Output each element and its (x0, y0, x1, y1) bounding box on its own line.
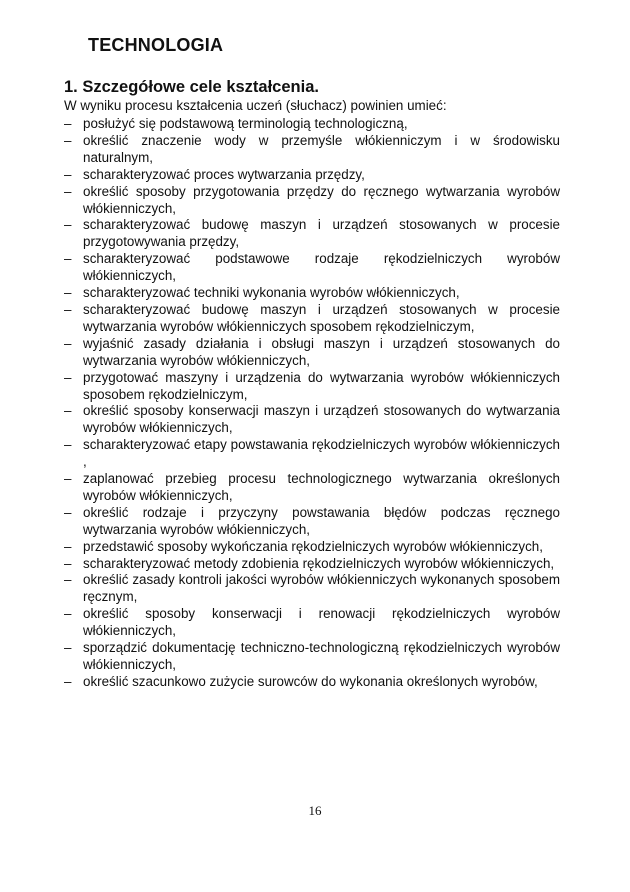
list-item-text: określić sposoby przygotowania przędzy do ręcznego wytwarzania wyrobów włókienniczych, (83, 183, 560, 216)
page-number: 16 (308, 803, 322, 818)
bullet-marker: – (64, 437, 72, 453)
list-item (64, 133, 560, 167)
list-item-text: scharakteryzować metody zdobienia rękodzielniczych wyrobów włókienniczych, (83, 555, 555, 571)
list-item (64, 217, 560, 251)
list-item-text: scharakteryzować proces wytwarzania przędzy, (83, 166, 365, 182)
bullet-marker: – (64, 369, 72, 385)
list-item-text: posłużyć się podstawową terminologią technologiczną, (83, 116, 408, 131)
bullet-marker: – (64, 673, 72, 689)
section-heading: 1. Szczegółowe cele kształcenia. (64, 78, 319, 96)
bullet-marker: – (64, 132, 72, 148)
bullet-marker: – (64, 183, 72, 199)
list-item-text: scharakteryzować budowę maszyn i urządzeń stosowanych w procesie przygotowywania przędzy, (83, 217, 560, 250)
list-item (64, 370, 560, 404)
list-item (64, 116, 560, 133)
bullet-marker: – (64, 555, 72, 571)
list-item-text: określić szacunkowo zużycie surowców do wykonania określonych wyrobów, (83, 673, 538, 689)
list-item-text: określić rodzaje i przyczyny powstawania błędów podczas ręcznego wytwarzania wyrobów włókienniczych, (83, 504, 560, 537)
list-item (64, 471, 560, 505)
list-item (64, 505, 560, 539)
list-item-text: przygotować maszyny i urządzenia do wytwarzania wyrobów włókienniczych sposobem rękodzielniczym, (83, 369, 560, 402)
list-item (64, 251, 560, 285)
list-item-text: określić zasady kontroli jakości wyrobów włókienniczych wykonanych sposobem ręcznym, (83, 572, 560, 605)
list-item-text: scharakteryzować techniki wykonania wyrobów włókienniczych, (83, 285, 460, 301)
bullet-marker: – (64, 471, 72, 487)
list-item-text: sporządzić dokumentację techniczno-technologiczną rękodzielniczych wyrobów włókienniczych, (83, 640, 560, 672)
bullet-marker: – (64, 301, 72, 317)
intro-paragraph: W wyniku procesu kształcenia uczeń (słuchacz) powinien umieć: (64, 98, 447, 113)
list-item-text: określić sposoby konserwacji maszyn i urządzeń stosowanych do wytwarzania wyrobów włókienniczych, (83, 403, 560, 436)
list-item (64, 539, 560, 556)
bullet-marker: – (64, 116, 72, 131)
list-item (64, 285, 560, 302)
list-item-text: przedstawić sposoby wykończania rękodzielniczych wyrobów włókienniczych, (83, 538, 543, 554)
list-item-text: scharakteryzować etapy powstawania rękodzielniczych wyrobów włókienniczych , (83, 437, 560, 470)
list-item (64, 640, 560, 674)
bullet-marker: – (64, 403, 72, 419)
list-item-text: określić sposoby konserwacji i renowacji rękodzielniczych wyrobów włókienniczych, (83, 606, 560, 639)
list-item (64, 572, 560, 606)
list-item (64, 437, 560, 471)
list-item-text: określić znaczenie wody w przemyśle włókienniczym i w środowisku naturalnym, (83, 132, 560, 165)
list-item-text: wyjaśnić zasady działania i obsługi maszyn i urządzeń stosowanych do wytwarzania wyrobów włókienniczych, (83, 335, 560, 368)
list-item (64, 302, 560, 336)
list-item-text: zaplanować przebieg procesu technologicznego wytwarzania określonych wyrobów włókienniczych, (83, 471, 560, 503)
bullet-marker: – (64, 538, 72, 554)
list-item (64, 167, 560, 184)
bullet-marker: – (64, 572, 72, 588)
list-item (64, 556, 560, 573)
bullet-marker: – (64, 166, 72, 182)
bullet-marker: – (64, 335, 72, 351)
bullet-marker: – (64, 606, 72, 622)
bullet-marker: – (64, 285, 72, 301)
list-item (64, 336, 560, 370)
bullet-marker: – (64, 504, 72, 520)
list-item (64, 403, 560, 437)
list-item (64, 184, 560, 218)
bullet-marker: – (64, 251, 72, 267)
list-item (64, 674, 560, 691)
objectives-list (64, 116, 560, 691)
list-item-text: scharakteryzować podstawowe rodzaje rękodzielniczych wyrobów włókienniczych, (83, 251, 560, 284)
document-title: TECHNOLOGIA (88, 35, 224, 55)
list-item-text: scharakteryzować budowę maszyn i urządzeń stosowanych w procesie wytwarzania wyrobów włókienniczych sposobem rękodzielniczym, (83, 301, 560, 334)
bullet-marker: – (64, 640, 72, 656)
bullet-marker: – (64, 217, 72, 233)
list-item (64, 606, 560, 640)
